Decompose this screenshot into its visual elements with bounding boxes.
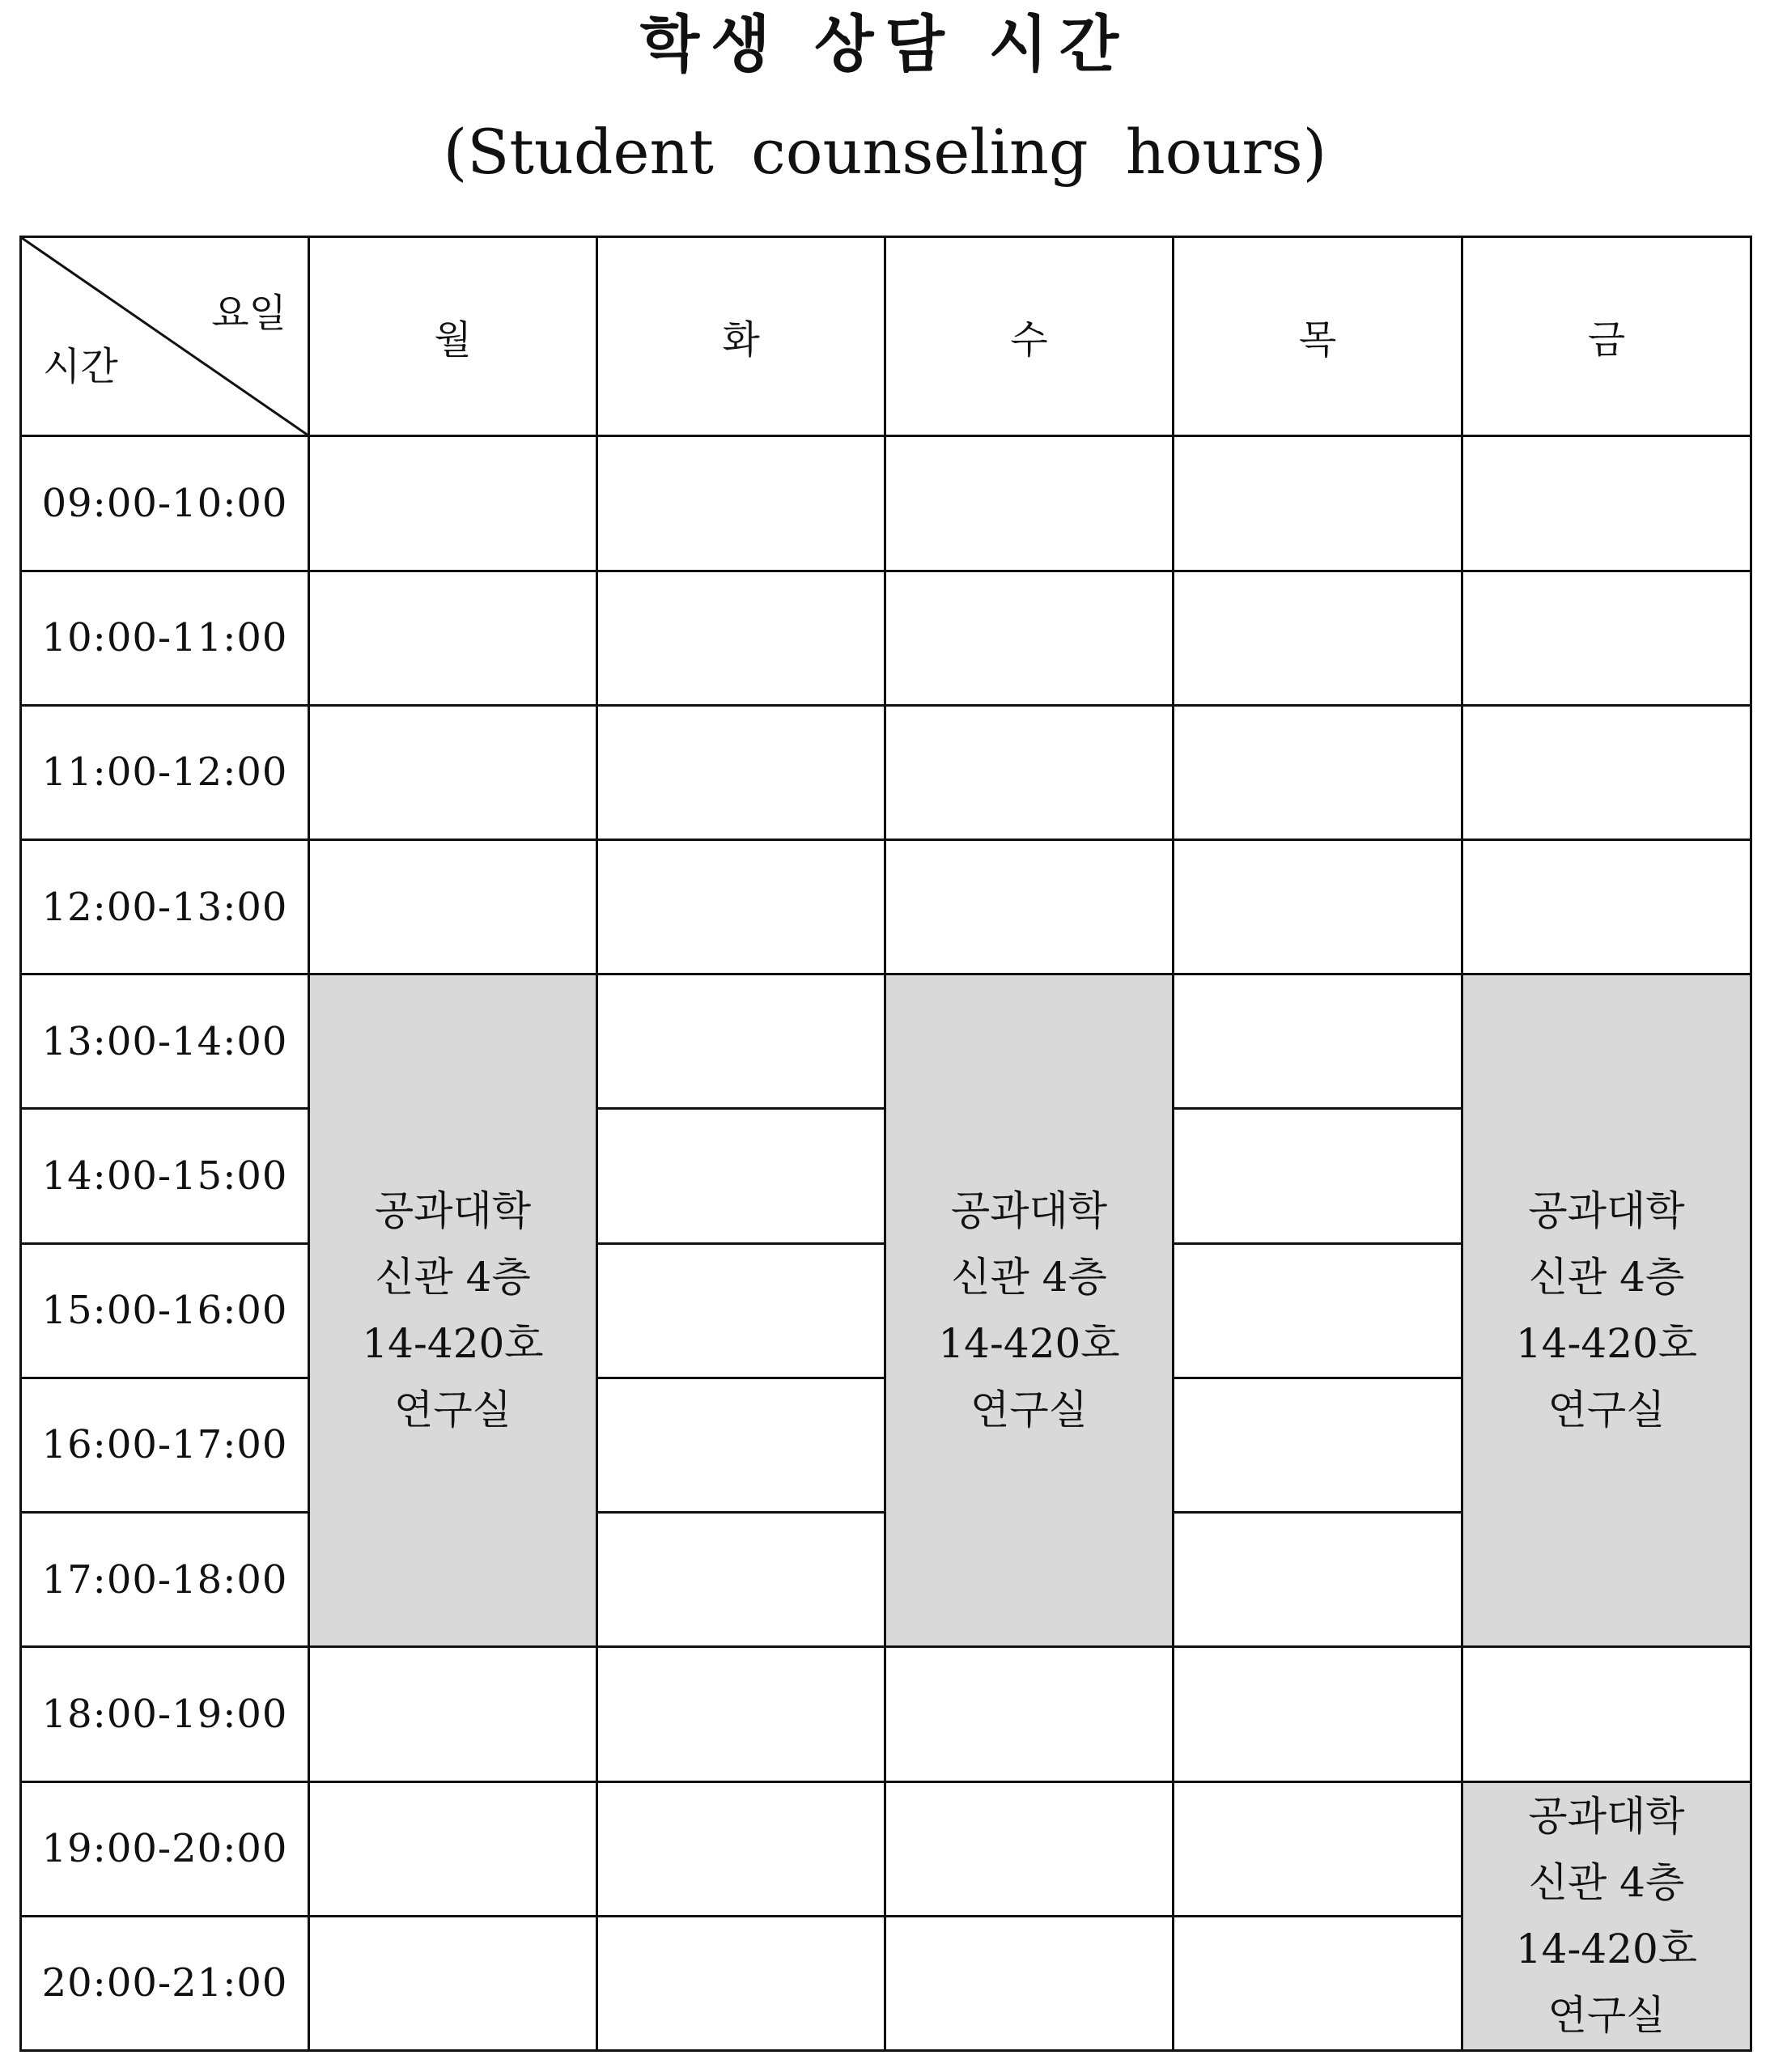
schedule-cell — [309, 1781, 597, 1916]
time-slot-label: 18:00-19:00 — [21, 1647, 309, 1781]
time-slot-label: 09:00-10:00 — [21, 436, 309, 571]
table-row — [21, 839, 1751, 974]
schedule-cell — [597, 974, 885, 1109]
schedule-cell — [1174, 705, 1462, 839]
counseling-block-fri-evening — [1462, 1781, 1751, 2050]
location-line: 14-420호 — [1515, 1926, 1698, 1973]
table-row — [21, 974, 1751, 1109]
corner-time-label: 시간 — [43, 344, 118, 390]
counseling-block-wed — [885, 974, 1174, 1647]
schedule-cell — [1462, 705, 1751, 839]
schedule-cell — [597, 1378, 885, 1512]
time-slot-label: 17:00-18:00 — [21, 1513, 309, 1647]
schedule-cell — [309, 1916, 597, 2050]
schedule-cell — [1174, 1513, 1462, 1647]
schedule-cell — [885, 1647, 1174, 1781]
location-line: 신관 4층 — [951, 1254, 1107, 1301]
counseling-schedule-table — [19, 236, 1752, 2052]
schedule-cell — [597, 1916, 885, 2050]
time-slot-label: 20:00-21:00 — [21, 1916, 309, 2050]
schedule-cell — [1174, 1781, 1462, 1916]
table-row — [21, 705, 1751, 839]
time-slot-label: 11:00-12:00 — [21, 705, 309, 839]
time-slot-label: 16:00-17:00 — [21, 1378, 309, 1512]
day-header-mon: 월 — [309, 237, 597, 436]
schedule-cell — [1462, 1647, 1751, 1781]
location-line: 연구실 — [394, 1386, 511, 1434]
counseling-block-mon — [309, 974, 597, 1647]
corner-cell — [21, 237, 309, 436]
location-line: 공과대학 — [374, 1187, 532, 1235]
table-row — [21, 571, 1751, 705]
schedule-cell — [885, 1916, 1174, 2050]
schedule-cell — [1174, 839, 1462, 974]
time-slot-label: 15:00-16:00 — [21, 1243, 309, 1378]
location-line: 연구실 — [1547, 1386, 1666, 1434]
location-line: 14-420호 — [1515, 1320, 1698, 1368]
schedule-cell — [1462, 436, 1751, 571]
counseling-block-fri-afternoon — [1462, 974, 1751, 1647]
location-line: 연구실 — [1547, 1992, 1666, 2040]
day-header-tue: 화 — [597, 237, 885, 436]
day-header-wed: 수 — [885, 237, 1174, 436]
schedule-cell — [885, 571, 1174, 705]
schedule-cell — [309, 705, 597, 839]
schedule-cell — [1174, 436, 1462, 571]
schedule-cell — [885, 839, 1174, 974]
location-line: 연구실 — [970, 1386, 1088, 1434]
location-line: 신관 4층 — [1528, 1859, 1685, 1907]
page-title: 학생 상담 시간 — [639, 8, 1131, 80]
schedule-cell — [597, 1109, 885, 1243]
schedule-cell — [309, 436, 597, 571]
schedule-cell — [885, 436, 1174, 571]
schedule-cell — [1174, 1916, 1462, 2050]
schedule-cell — [1174, 1378, 1462, 1512]
schedule-cell — [1174, 1243, 1462, 1378]
time-slot-label: 12:00-13:00 — [21, 839, 309, 974]
schedule-cell — [597, 1243, 885, 1378]
time-slot-label: 10:00-11:00 — [21, 571, 309, 705]
schedule-cell — [309, 1647, 597, 1781]
location-line: 공과대학 — [1528, 1793, 1685, 1841]
location-line: 공과대학 — [1528, 1187, 1685, 1235]
schedule-cell — [597, 1647, 885, 1781]
time-slot-label: 14:00-15:00 — [21, 1109, 309, 1243]
schedule-cell — [597, 839, 885, 974]
schedule-cell — [597, 571, 885, 705]
schedule-cell — [597, 1513, 885, 1647]
location-line: 신관 4층 — [375, 1254, 531, 1301]
schedule-cell — [309, 839, 597, 974]
table-row — [21, 1647, 1751, 1781]
schedule-cell — [1174, 1109, 1462, 1243]
day-header-thu: 목 — [1174, 237, 1462, 436]
table-row — [21, 1781, 1751, 1916]
table-row — [21, 436, 1751, 571]
schedule-cell — [597, 1781, 885, 1916]
schedule-cell — [309, 571, 597, 705]
page-subtitle: (Student counseling hours) — [443, 116, 1327, 188]
schedule-cell — [1174, 571, 1462, 705]
schedule-cell — [597, 436, 885, 571]
schedule-cell — [885, 1781, 1174, 1916]
location-line: 14-420호 — [362, 1320, 544, 1368]
schedule-cell — [597, 705, 885, 839]
corner-day-label: 요일 — [211, 291, 287, 336]
day-header-fri: 금 — [1462, 237, 1751, 436]
location-line: 14-420호 — [938, 1320, 1120, 1368]
header-row — [21, 237, 1751, 436]
schedule-cell — [1174, 1647, 1462, 1781]
schedule-cell — [1174, 974, 1462, 1109]
schedule-cell — [885, 705, 1174, 839]
time-slot-label: 13:00-14:00 — [21, 974, 309, 1109]
location-line: 신관 4층 — [1528, 1254, 1685, 1301]
time-slot-label: 19:00-20:00 — [21, 1781, 309, 1916]
schedule-cell — [1462, 839, 1751, 974]
location-line: 공과대학 — [950, 1187, 1108, 1235]
schedule-cell — [1462, 571, 1751, 705]
